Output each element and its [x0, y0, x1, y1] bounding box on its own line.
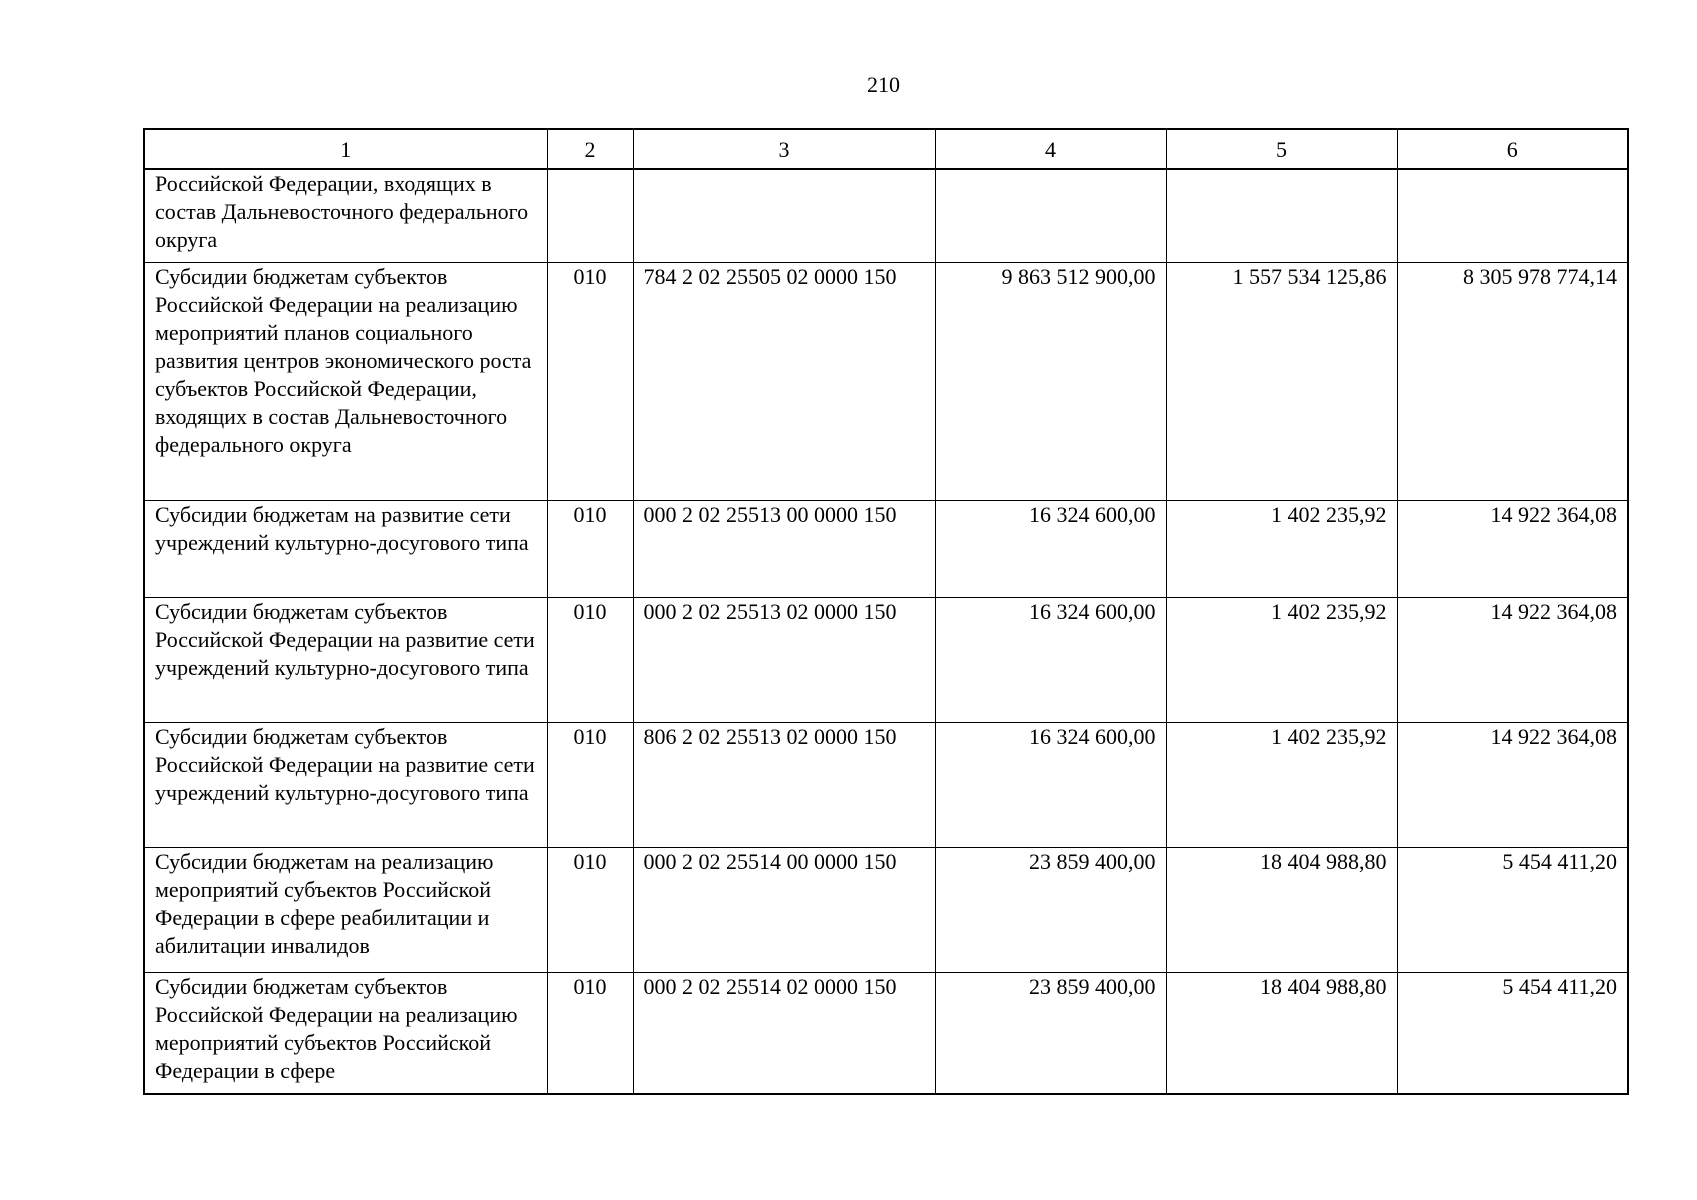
row-code [547, 169, 633, 263]
row-kbk: 000 2 02 25514 02 0000 150 [633, 973, 935, 1095]
row-approved: 16 324 600,00 [935, 723, 1166, 848]
row-unexecuted: 5 454 411,20 [1397, 848, 1628, 973]
table-row [144, 848, 1628, 973]
row-executed: 1 402 235,92 [1166, 723, 1397, 848]
row-code: 010 [547, 973, 633, 1095]
table-row [144, 723, 1628, 848]
row-code: 010 [547, 848, 633, 973]
row-name: Субсидии бюджетам субъектов Российской Федерации на развитие сети учреждений культурно-досугового типа [144, 723, 547, 848]
header-col-2: 2 [547, 129, 633, 169]
row-name: Субсидии бюджетам на развитие сети учреждений культурно-досугового типа [144, 501, 547, 598]
header-col-4: 4 [935, 129, 1166, 169]
row-executed: 18 404 988,80 [1166, 848, 1397, 973]
row-unexecuted [1397, 169, 1628, 263]
row-executed: 1 557 534 125,86 [1166, 263, 1397, 501]
row-kbk: 000 2 02 25513 00 0000 150 [633, 501, 935, 598]
header-row [144, 129, 1628, 169]
row-executed: 1 402 235,92 [1166, 501, 1397, 598]
budget-table [143, 128, 1629, 1095]
row-kbk: 000 2 02 25514 00 0000 150 [633, 848, 935, 973]
row-name: Субсидии бюджетам субъектов Российской Федерации на реализацию мероприятий планов социального развития центров экономического роста субъектов Российской Федерации, входящих в состав Дальневосточного федерального округа [144, 263, 547, 501]
row-approved: 23 859 400,00 [935, 848, 1166, 973]
row-executed: 18 404 988,80 [1166, 973, 1397, 1095]
row-code: 010 [547, 598, 633, 723]
row-name: Российской Федерации, входящих в состав Дальневосточного федерального округа [144, 169, 547, 263]
header-col-3: 3 [633, 129, 935, 169]
row-executed [1166, 169, 1397, 263]
row-name: Субсидии бюджетам субъектов Российской Федерации на развитие сети учреждений культурно-досугового типа [144, 598, 547, 723]
page-number: 210 [867, 72, 900, 97]
row-unexecuted: 5 454 411,20 [1397, 973, 1628, 1095]
row-approved: 23 859 400,00 [935, 973, 1166, 1095]
table-row [144, 169, 1628, 263]
row-kbk: 000 2 02 25513 02 0000 150 [633, 598, 935, 723]
row-approved: 16 324 600,00 [935, 598, 1166, 723]
table-row [144, 973, 1628, 1095]
table-row [144, 598, 1628, 723]
row-approved: 9 863 512 900,00 [935, 263, 1166, 501]
row-executed: 1 402 235,92 [1166, 598, 1397, 723]
row-approved [935, 169, 1166, 263]
header-col-1: 1 [144, 129, 547, 169]
row-code: 010 [547, 263, 633, 501]
row-kbk: 784 2 02 25505 02 0000 150 [633, 263, 935, 501]
row-unexecuted: 14 922 364,08 [1397, 598, 1628, 723]
table-row [144, 263, 1628, 501]
row-kbk [633, 169, 935, 263]
row-code: 010 [547, 501, 633, 598]
row-unexecuted: 8 305 978 774,14 [1397, 263, 1628, 501]
table-row [144, 501, 1628, 598]
row-kbk: 806 2 02 25513 02 0000 150 [633, 723, 935, 848]
header-col-6: 6 [1397, 129, 1628, 169]
row-approved: 16 324 600,00 [935, 501, 1166, 598]
header-col-5: 5 [1166, 129, 1397, 169]
row-name: Субсидии бюджетам на реализацию мероприятий субъектов Российской Федерации в сфере реабилитации и абилитации инвалидов [144, 848, 547, 973]
row-code: 010 [547, 723, 633, 848]
row-unexecuted: 14 922 364,08 [1397, 501, 1628, 598]
row-unexecuted: 14 922 364,08 [1397, 723, 1628, 848]
row-name: Субсидии бюджетам субъектов Российской Федерации на реализацию мероприятий субъектов Российской Федерации в сфере [144, 973, 547, 1095]
